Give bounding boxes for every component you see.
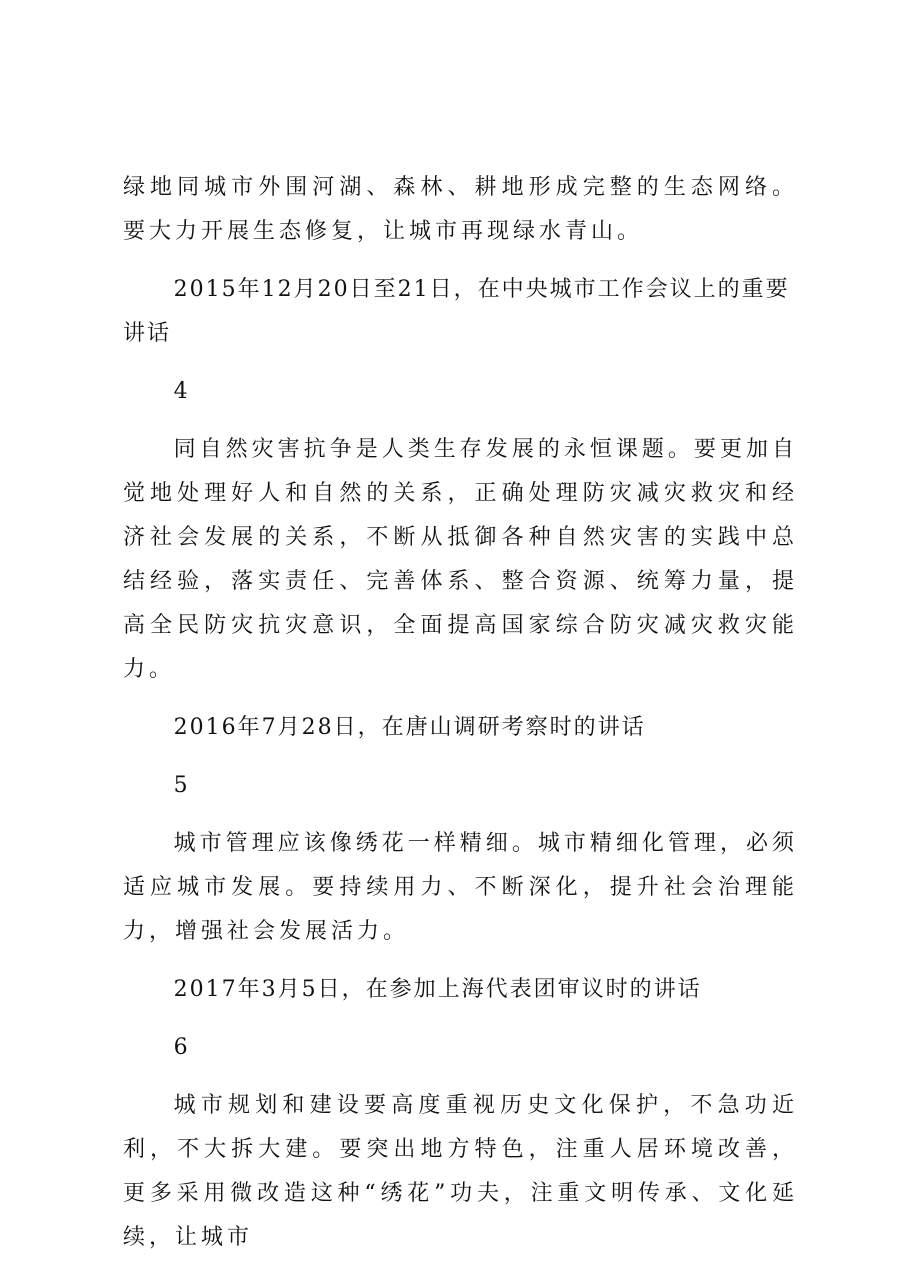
section-number: 6 xyxy=(173,1035,190,1060)
paragraph-continued: 绿地同城市外围河湖、森林、耕地形成完整的生态网络。要大力开展生态修复，让城市再现绿水青山。 xyxy=(123,175,798,244)
paragraph: 城市管理应该像绣花一样精细。城市精细化管理，必须适应城市发展。要持续用力、不断深化，提升社会治理能力，增强社会发展活力。 xyxy=(123,831,798,944)
document-body xyxy=(123,166,798,1260)
source-citation: 2015年12月20日至21日，在中央城市工作会议上的重要讲话 xyxy=(123,277,790,346)
section-number: 5 xyxy=(173,773,190,798)
paragraph: 城市规划和建设要高度重视历史文化保护，不急功近利，不大拆大建。要突出地方特色，注重人居环境改善，更多采用微改造这种“绣花”功夫，注重文明传承、文化延续，让城市 xyxy=(123,1093,798,1250)
section-number: 4 xyxy=(173,379,190,404)
source-citation: 2016年7月28日，在唐山调研考察时的讲话 xyxy=(173,715,646,740)
source-citation: 2017年3月5日，在参加上海代表团审议时的讲话 xyxy=(173,977,702,1002)
paragraph: 同自然灾害抗争是人类生存发展的永恒课题。要更加自觉地处理好人和自然的关系，正确处理防灾减灾救灾和经济社会发展的关系，不断从抵御各种自然灾害的实践中总结经验，落实责任、完善体系、整合资源、统筹力量，提高全民防灾抗灾意识，全面提高国家综合防灾减灾救灾能力。 xyxy=(123,437,798,682)
